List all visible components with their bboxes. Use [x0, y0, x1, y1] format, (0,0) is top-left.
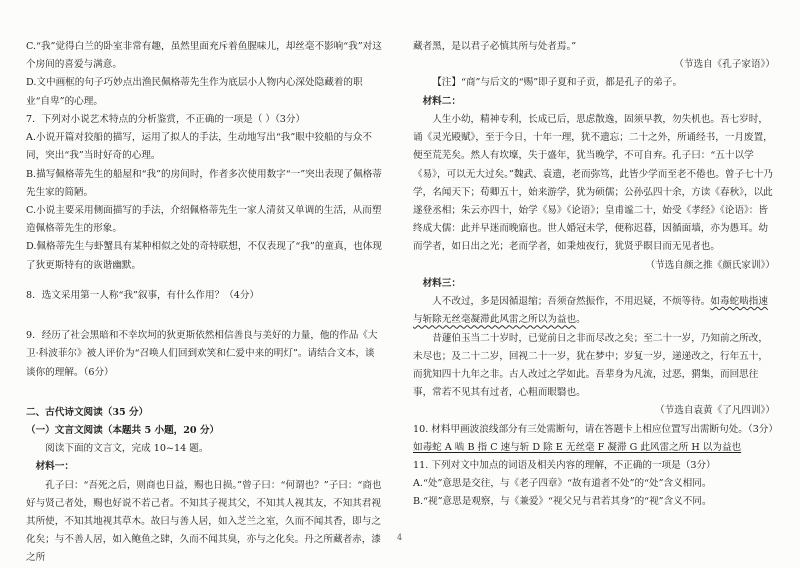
- right-column: [413, 38, 778, 512]
- q11-option-a: A.“处”意思是交往，与《老子四章》“故有道者不处”的“处”含义相同。: [413, 478, 712, 490]
- q7-option-d: D.佩格蒂先生与虾蟹具有某种相似之处的奇特联想，不仅表现了“我”的童真，也体现了狄更斯特有的诙谐幽默。: [26, 241, 382, 271]
- q7-option-a: A.小说开篇对狡船的描写，运用了拟人的手法，生动地写出“我”眼中狡船的与众不同，突出“我”当时好奇的心理。: [26, 132, 372, 162]
- material-3-paragraph-2: 昔蘧伯玉当二十岁时，已觉前日之非而尽改之矣；至二十一岁，乃知前之所改，未尽也；及二十二岁，回视二十一岁，犹在梦中；岁复一岁，递递改之，行年五十，而犹知四十九年之非。古人改过之学如此。吾辈身为凡流，过恶，猬集，而回思往事，常若不见其有过者，心粗而眼翳也。: [413, 332, 768, 399]
- annotation-note: 【注】“商”与后文的“赐”即子夏和子贡，都是孔子的弟子。: [432, 77, 683, 89]
- material-3-source: （节选自袁黄《了凡四训》）: [655, 405, 775, 417]
- material-1-label: 材料一：: [35, 461, 74, 473]
- material-2-source: （节选自颜之推《颜氏家训》）: [645, 259, 775, 271]
- wavy-underlined-passage: 如毒蛇啮指速与斩除无丝毫凝滞此风雷之所以为益也: [413, 296, 768, 326]
- q7-stem: 7．下列对小说艺术特点的分析鉴赏，不正确的一项是（ ）（3分）: [26, 113, 306, 125]
- left-column: [26, 38, 382, 568]
- q7-option-c: C.小说主要采用侧面描写的手法，介绍佩格蒂先生一家人清贫又单调的生活，从而塑造佩格蒂先生的形象。: [26, 204, 382, 235]
- material-3-paragraph-1: [413, 293, 775, 329]
- material-1-source: （节选自《孔子家语》）: [674, 59, 775, 71]
- material-3-label: 材料三：: [422, 277, 461, 289]
- q7-option-b: B.描写佩格蒂先生的船屋和“我”的房间时，作者多次使用数字“一”突出表现了佩格蒂先生家的简陋。: [26, 168, 382, 198]
- section-heading: 二、古代诗文阅读（35 分）: [26, 406, 149, 418]
- q6-option-c: C.“我”觉得白兰的卧室非常有趣，虽然里面充斥着鱼腥味儿，却丝毫不影响“我”对这个房间的喜爱与满意。: [26, 41, 382, 71]
- material-2-label: 材料二：: [422, 95, 461, 107]
- q9-stem: 9．经历了社会黑暗和不幸坎坷的狄更斯依然相信善良与美好的力量，他的作品《大卫·科波菲尔》被人评价为“召唤人们回到欢笑和仁爱中来的明灯”。请结合文本，谈谈你的理解。（6分）: [26, 330, 378, 378]
- reading-instruction: 阅读下面的文言文，完成 10~14 题。: [45, 443, 209, 455]
- q10-stem: 10. 材料甲画波浪线部分有三处需断句，请在答题卡上相应位置写出需断句处。（3分）: [413, 423, 778, 435]
- q10-break-options: 如毒蛇 A 啮 B 指 C 速与斩 D 除 E 无丝毫 F 凝滞 G 此风雷之所 H 以为益也: [413, 441, 742, 453]
- subsection-heading: （一）文言文阅读（本题共 5 小题，20 分）: [26, 424, 220, 436]
- page-number: 4: [397, 533, 403, 542]
- material-2-text: 人生小幼，精神专利，长成已后，思虑散逸，固须早教，勿失机也。吾七岁时，诵《灵光殿赋》，至于今日，十年一理，犹不遗忘；二十之外，所诵经书，一月废置，便至荒芜矣。然人有坎壈，失于盛年，犹当晚学，不可自弃。孔子曰：“五十以学《易》，可以无大过矣。”魏武、袁遗，老而弥笃，此皆少学而至老不倦也。曾子七十乃学，名闻天下；荀卿五十，始来游学，犹为硕儒；公孙弘四十余，方读《春秋》，以此遂登丞相；朱云亦四十，始学《易》《论语》；皇甫谧二十，始受《孝经》《论语》：皆终成大儒：此并早迷而晚寤也。世人婚冠未学，便称迟暮，因循面墙，亦为愚耳。幼而学者，如日出之光；老而学者，如秉烛夜行，犹贤乎瞑目而无见者也。: [413, 113, 773, 253]
- q6-option-d: D.文中画框的句子巧妙点出渔民佩格蒂先生作为底层小人物内心深处隐藏着的职业“自卑”的心理。: [26, 77, 363, 107]
- material-1-continued: 藏者黑，是以君子必慎其所与处者焉。”: [413, 41, 577, 52]
- q8-stem: 8．选文采用第一人称“我”叙事，有什么作用？（4分）: [26, 289, 260, 301]
- q11-stem: 11. 下列对文中加点的词语及相关内容的理解，不正确的一项是（3分）: [413, 460, 716, 472]
- material-1-text: 孔子曰：“吾死之后，则商也日益，赐也日损。”曾子曰：“何谓也？”子曰：“商也好与贤己者处，赐也好说不若己者。不知其子视其父，不知其人视其友，不知其君视其所使，不知其地视其草木。故曰与善人居，如入芝兰之室，久而不闻其香，即与之化矣；与不善人居，如入鲍鱼之肆，久而不闻其臭，亦与之化矣。丹之所藏者赤，漆之所: [26, 479, 382, 564]
- q11-option-b: B.“视”意思是观察，与《兼爱》“视父兄与君若其身”的“视”含义不同。: [413, 496, 712, 508]
- material-3-text-after: 。: [576, 314, 586, 326]
- material-3-text-before: 人不改过，多是因循退缩；吾须奋然振作，不用迟疑，不烦等待。: [432, 296, 711, 308]
